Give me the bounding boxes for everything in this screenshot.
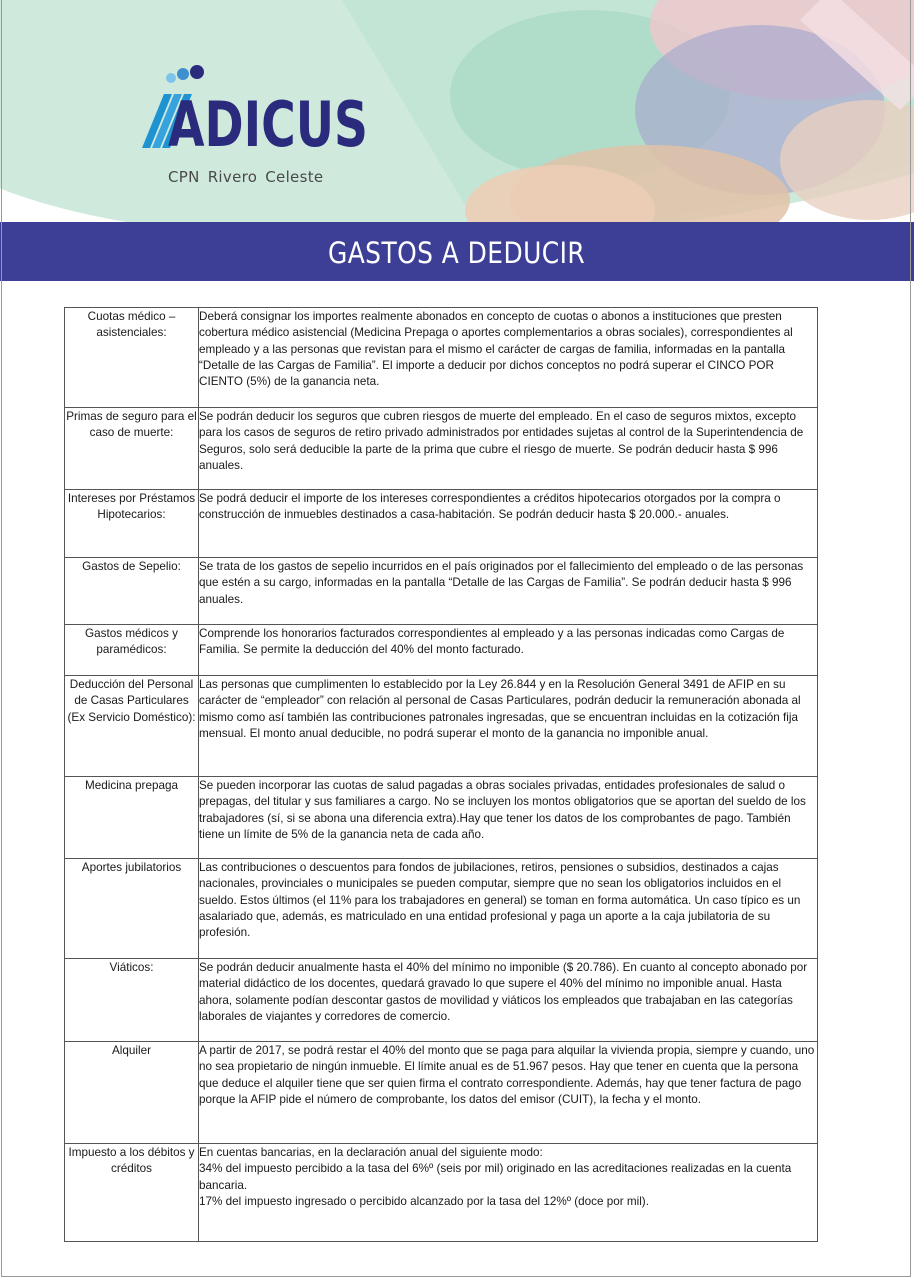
logo-subtitle: CPN Rivero Celeste — [168, 168, 324, 186]
row-label: Deducción del Personal de Casas Particulares (Ex Servicio Doméstico): — [67, 678, 196, 724]
row-label: Aportes jubilatorios — [81, 861, 182, 874]
row-description: Se podrá deducir el importe de los intereses correspondientes a créditos hipotecarios otorgados por la compra o construcción de inmuebles destinados a casa-habitación. Se podrán deducir hasta $ 20.000.- anuales. — [199, 492, 781, 522]
row-label: Intereses por Préstamos Hipotecarios: — [67, 492, 196, 522]
row-label: Cuotas médico – asistenciales: — [87, 310, 176, 340]
page-border — [1, 0, 911, 1277]
row-label: Gastos de Sepelio: — [82, 560, 181, 573]
row-description: Las contribuciones o descuentos para fondos de jubilaciones, retiros, pensiones o subsidios, destinados a cajas nacionales, provinciales o municipales se pueden computar, siempre que no sean los obligatorios incluidos en el sueldo. Estos últimos (el 11% para los trabajadores en general) se toman en forma automática. Un caso típico es un asalariado que, además, es matriculado en una entidad profesional y paga un aporte a la caja jubilatoria de su profesión. — [199, 861, 801, 940]
row-description: Comprende los honorarios facturados correspondientes al empleado y a las personas indicadas como Cargas de Familia. Se permite la deducción del 40% del monto facturado. — [199, 627, 785, 657]
row-description: Se pueden incorporar las cuotas de salud pagadas a obras sociales privadas, entidades profesionales de salud o prepagas, del titular y sus familiares a cargo. No se incluyen los montos obligatorios que se aportan del sueldo de los trabajadores (sí, si se abona una diferencia extra).Hay que tener los datos de los comprobantes de pago. También tiene un límite de 5% de la ganancia neta de cada año. — [199, 779, 806, 841]
row-label: Alquiler — [112, 1044, 151, 1057]
row-description: A partir de 2017, se podrá restar el 40% del monto que se paga para alquilar la vivienda propia, siempre y cuando, uno no sea propietario de ningún inmueble. El límite anual es de 51.967 pesos. Hay que tener en cuenta que la persona que deduce el alquiler tiene que ser quien firma el contrato correspondiente. Además, hay que tener factura de pago porque la AFIP pide el número de comprobante, los datos del emisor (CUIT), la fecha y el monto. — [199, 1044, 815, 1106]
row-description: Las personas que cumplimenten lo establecido por la Ley 26.844 y en la Resolución General 3491 de AFIP en su carácter de “empleador” con relación al personal de Casas Particulares, podrán deducir la remuneración abonada al mismo como así también las contribuciones patronales ingresadas, que se encuentran incluidas en la cotización fija mensual. El monto anual deducible, no podrá superar el monto de la ganancia no imponible anual. — [199, 678, 801, 740]
row-description: Se podrán deducir los seguros que cubren riesgos de muerte del empleado. En el caso de seguros mixtos, excepto para los casos de seguros de retiro privado administrados por entidades sujetas al control de la Superintendencia de Seguros, solo será deducible la parte de la prima que cubre el riesgo de muerte. Se podrán deducir hasta $ 996 anuales. — [199, 410, 804, 472]
row-description: Deberá consignar los importes realmente abonados en concepto de cuotas o abonos a instituciones que presten cobertura médico asistencial (Medicina Prepaga o aportes complementarios a obras sociales), correspondientes al empleado y a las personas que revistan para el mismo el carácter de cargas de familia, informadas en la pantalla “Detalle de las Cargas de Familia”. El importe a deducir por dichos conceptos no podrá superar el CINCO POR CIENTO (5%) de la ganancia neta. — [199, 310, 793, 389]
page-title: GASTOS A DEDUCIR — [328, 235, 586, 270]
row-description: Se podrán deducir anualmente hasta el 40% del mínimo no imponible ($ 20.786). En cuanto al concepto abonado por material didáctico de los docentes, quedará gravado lo que supere el 40% del mínimo no imponible anual. Hasta ahora, solamente podían descontar gastos de movilidad y viáticos los empleados que trabajaban en las categorías laborales de viajantes y corredores de comercio. — [199, 961, 808, 1023]
row-label: Viáticos: — [109, 961, 154, 974]
row-label: Primas de seguro para el caso de muerte: — [66, 410, 197, 440]
row-label: Impuesto a los débitos y créditos — [68, 1146, 195, 1176]
row-description: En cuentas bancarias, en la declaración anual del siguiente modo: 34% del impuesto percibido a la tasa del 6%º (seis por mil) originado en las acreditaciones realizadas en la cuenta bancaria. 17% del impuesto ingresado o percibido alcanzado por la tasa del 12%º (doce por mil). — [199, 1146, 792, 1208]
row-description: Se trata de los gastos de sepelio incurridos en el país originados por el fallecimiento del empleado o de las personas que estén a su cargo, informadas en la pantalla “Detalle de las Cargas de Familia”. Se podrán deducir hasta $ 996 anuales. — [199, 560, 804, 606]
row-label: Gastos médicos y paramédicos: — [85, 627, 178, 657]
row-label: Medicina prepaga — [85, 779, 178, 792]
svg-text:ADICUS: ADICUS — [168, 88, 368, 161]
